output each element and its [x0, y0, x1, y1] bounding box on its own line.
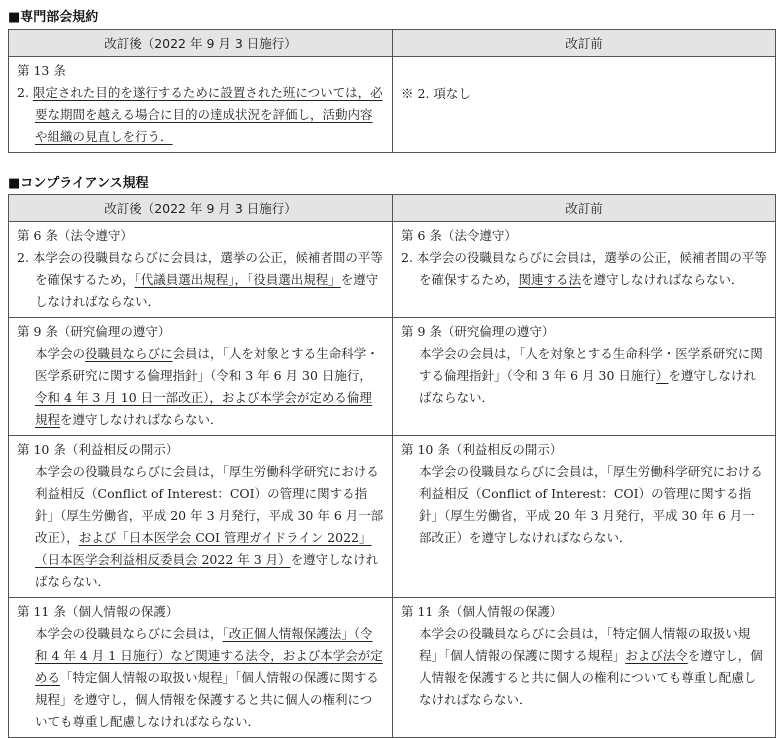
article-text: 本学会の役職員ならびに会員は，「厚生労働科学研究における利益相反（Conflict of Interest：COI）の管理に関する指針」（厚生労働省，平成 20 年 3 月発行，平成 30 年 6 月一部改正）を遵守しなければならない．	[419, 464, 763, 545]
article-text: 2. 本学会の役職員ならびに会員は，選挙の公正，候補者間の平等を確保するため，関連する法を遵守しなければならない．	[401, 250, 767, 287]
article-title: 第 10 条（利益相反の開示）	[401, 442, 563, 457]
article-text: 本学会の役職員ならびに会員は，「特定個人情報の取扱い規程」「個人情報の保護に関する規程」および法令を遵守し，個人情報を保護すると共に個人の権利についても尊重し配慮しなければならない．	[419, 626, 763, 707]
section-heading-compliance: ■コンプライアンス規程	[8, 176, 149, 191]
revised-text-underlined: 「改正個人情報保護法」（令和 4 年 4 月 1 日施行）など関連する法令，および本学会が定める	[35, 626, 383, 685]
before-text-underlined: 関連する法	[518, 272, 582, 287]
comparison-table-senmon-bukai	[8, 29, 776, 153]
column-header-revised: 改訂後（2022 年 9 月 3 日施行）	[9, 30, 393, 57]
table-row	[9, 222, 776, 318]
comparison-table-compliance	[8, 194, 776, 738]
before-text-underlined: ）	[655, 368, 669, 383]
article-title: 第 13 条	[17, 63, 66, 78]
article-text: 本学会の会員は，「人を対象とする生命科学・医学系研究に関する倫理指針」（令和 3 年 6 月 30 日施行）を遵守しなければならない．	[419, 346, 763, 405]
article-text: 本学会の役職員ならびに会員は，「改正個人情報保護法」（令和 4 年 4 月 1 日施行）など関連する法令，および本学会が定める「特定個人情報の取扱い規程」「個人情報の保護に関する規程」を遵守し，個人情報を保護すると共に個人の権利についても尊重し配慮しなければならない．	[35, 626, 383, 729]
cell-before	[393, 436, 776, 598]
article-title: 第 9 条（研究倫理の遵守）	[17, 324, 171, 339]
article-text: 本学会の役職員ならびに会員は，「厚生労働科学研究における利益相反（Conflict of Interest：COI）の管理に関する指針」（厚生労働省，平成 20 年 3 月発行，平成 30 年 6 月一部改正），および「日本医学会 COI 管理ガイドライン 2022」（日本医学会利益相反委員会 2022 年 3 月）を遵守しなければならない．	[35, 464, 384, 589]
cell-before	[393, 318, 776, 436]
table-row	[9, 436, 776, 598]
cell-revised	[9, 598, 393, 738]
article-text: ※ 2. 項なし	[401, 86, 471, 101]
cell-revised	[9, 436, 393, 598]
article-title: 第 6 条（法令遵守）	[17, 228, 133, 243]
article-title: 第 11 条（個人情報の保護）	[17, 604, 179, 619]
cell-before	[393, 598, 776, 738]
cell-revised	[9, 318, 393, 436]
article-title: 第 11 条（個人情報の保護）	[401, 604, 563, 619]
revised-text-underlined: 「代議員選出規程」，「役員選出規程」	[134, 272, 341, 287]
article-title: 第 6 条（法令遵守）	[401, 228, 517, 243]
article-title: 第 10 条（利益相反の開示）	[17, 442, 179, 457]
column-header-before: 改訂前	[393, 195, 776, 222]
table-row	[9, 598, 776, 738]
revised-text-underlined: 令和 4 年 3 月 10 日一部改正），および本学会が定める倫理規程	[35, 390, 372, 427]
revised-text-underlined: 役職員ならびに	[85, 346, 173, 361]
article-title: 第 9 条（研究倫理の遵守）	[401, 324, 555, 339]
column-header-revised: 改訂後（2022 年 9 月 3 日施行）	[9, 195, 393, 222]
column-header-before: 改訂前	[393, 30, 776, 57]
table-row	[9, 57, 776, 153]
article-text: 本学会の役職員ならびに会員は，「人を対象とする生命科学・医学系研究に関する倫理指針」（令和 3 年 6 月 30 日施行，令和 4 年 3 月 10 日一部改正），および本学会が定める倫理規程を遵守しなければならない．	[35, 346, 379, 427]
article-text: 2. 本学会の役職員ならびに会員は，選挙の公正，候補者間の平等を確保するため，「代議員選出規程」，「役員選出規程」を遵守しなければならない．	[17, 250, 383, 309]
table-row	[9, 318, 776, 436]
section-heading-senmon-bukai: ■専門部会規約	[8, 10, 99, 25]
cell-before	[393, 222, 776, 318]
revised-text-underlined: および「日本医学会 COI 管理ガイドライン 2022」（日本医学会利益相反委員会 2022 年 3 月）	[35, 530, 372, 567]
table-header-row	[9, 195, 776, 222]
article-text: 2. 限定された目的を遂行するために設置された班については，必要な期間を越える場合に目的の達成状況を評価し，活動内容や組織の見直しを行う．	[17, 85, 383, 144]
cell-revised	[9, 222, 393, 318]
before-text-underlined: および法令	[625, 648, 688, 663]
revised-text-underlined: 限定された目的を遂行するために設置された班については，必要な期間を越える場合に目的の達成状況を評価し，活動内容や組織の見直しを行う．	[32, 85, 383, 144]
cell-revised	[9, 57, 393, 153]
table-header-row	[9, 30, 776, 57]
cell-before	[393, 57, 776, 153]
